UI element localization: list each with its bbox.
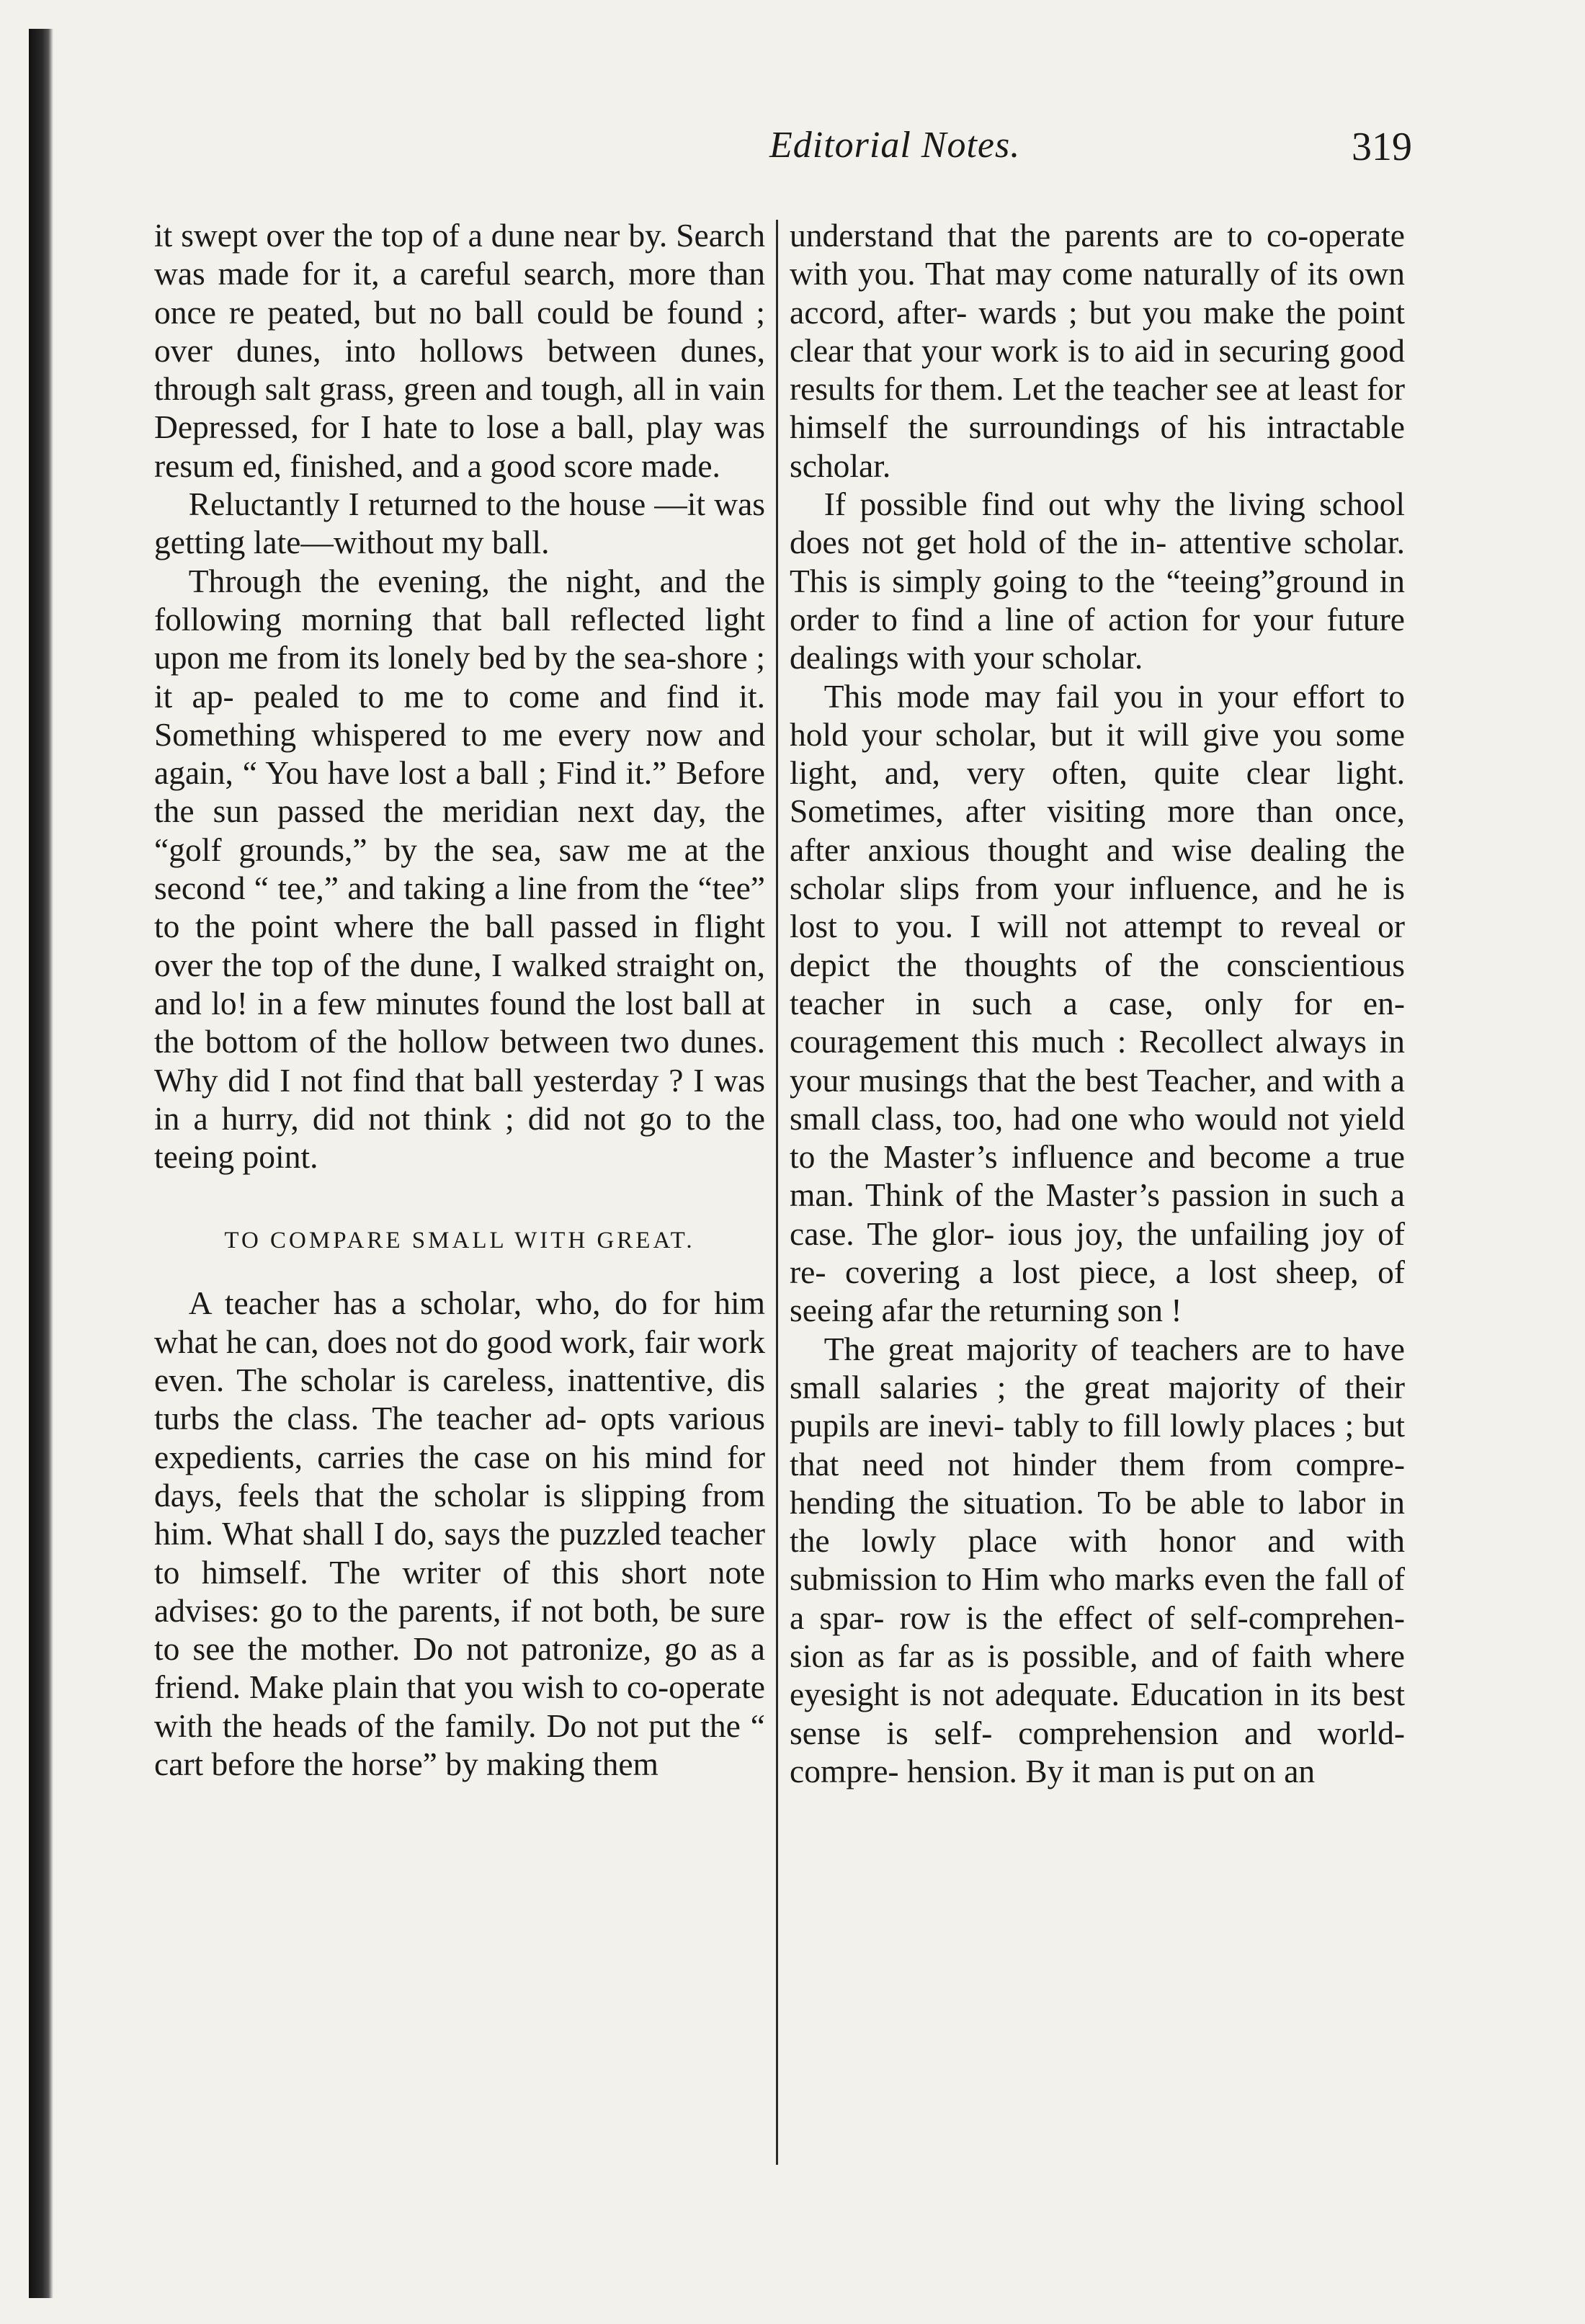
section-heading: TO COMPARE SMALL WITH GREAT. bbox=[224, 1228, 695, 1254]
paragraph: The great majority of teachers are to have small salaries ; the great majority of their pupils are inevi- tably to fill lowly places ; but that need not hinder them from compre- hending the situation. To be able to labor in the lowly place with honor and with submission to Him who marks even the fall of a spar- row is the effect of self-comprehen- sion as far as is possible, and of faith where eyesight is not adequate. Education in its best sense is self- comprehension and world-compre- hension. By it man is put on an bbox=[790, 1330, 1405, 1789]
paragraph: If possible find out why the living school does not get hold of the in- attentive scholar. This is simply going to the “teeing”ground in order to find a line of action for your future dealings with your scholar. bbox=[790, 486, 1405, 676]
page-header bbox=[144, 124, 1412, 174]
running-title: Editorial Notes. bbox=[769, 125, 1021, 166]
column-divider bbox=[776, 220, 778, 2165]
paragraph: A teacher has a scholar, who, do for him what he can, does not do good work, fair work even. The scholar is careless, inattentive, dis turbs the class. The teacher ad- opts various expedients, carries the case on his mind for days, feels that the scholar is slipping from him. What shall I do, says the puzzled teacher to himself. The writer of this short note advises: go to the parents, if not both, be sure to see the mother. Do not patronize, go as a friend. Make plain that you wish to co-operate with the heads of the family. Do not put the “ cart before the horse” by making them bbox=[154, 1284, 765, 1782]
paragraph: This mode may fail you in your effort to hold your scholar, but it will give you some light, and, very often, quite clear light. Sometimes, after visiting more than once, after anxious thought and wise dealing the scholar slips from your influence, and he is lost to you. I will not attempt to reveal or depict the thoughts of the conscientious teacher in such a case, only for en- couragement this much : Recollect always in your musings that the best Teacher, and with a small class, too, had one who would not yield to the Master’s influence and become a true man. Think of the Master’s passion in such a case. The glor- ious joy, the unfailing joy of re- covering a lost piece, a lost sheep, of seeing afar the returning son ! bbox=[790, 677, 1405, 1329]
page-number: 319 bbox=[1352, 125, 1412, 169]
paragraph: understand that the parents are to co-operate with you. That may come naturally of its own accord, after- wards ; but you make the point clear that your work is to aid in securing good results for them. Let the teacher see at least for himself the surroundings of his intractable scholar. bbox=[790, 217, 1405, 484]
paragraph: Through the evening, the night, and the following morning that ball reflected light upon me from its lonely bed by the sea-shore ; it ap- pealed to me to come and find it. Something whispered to me every now and again, “ You have lost a ball ; Find it.” Before the sun passed the meridian next day, the “golf grounds,” by the sea, saw me at the second “ tee,” and taking a line from the “tee” to the point where the ball passed in flight over the top of the dune, I walked straight on, and lo! in a few minutes found the lost ball at the bottom of the hollow between two dunes. Why did I not find that ball yesterday ? I was in a hurry, did not think ; did not go to the teeing point. bbox=[154, 562, 765, 1176]
paragraph: Reluctantly I returned to the house —it was getting late—without my ball. bbox=[154, 486, 765, 561]
paragraph: it swept over the top of a dune near by. Search was made for it, a careful search, more than once re peated, but no ball could be found ; over dunes, into hollows between dunes, through salt grass, green and tough, all in vain Depressed, for I hate to lose a ball, play was resum ed, finished, and a good score made. bbox=[154, 217, 765, 484]
right-column bbox=[790, 216, 1405, 1790]
book-binding-edge bbox=[29, 29, 53, 2298]
left-column bbox=[154, 216, 765, 1783]
